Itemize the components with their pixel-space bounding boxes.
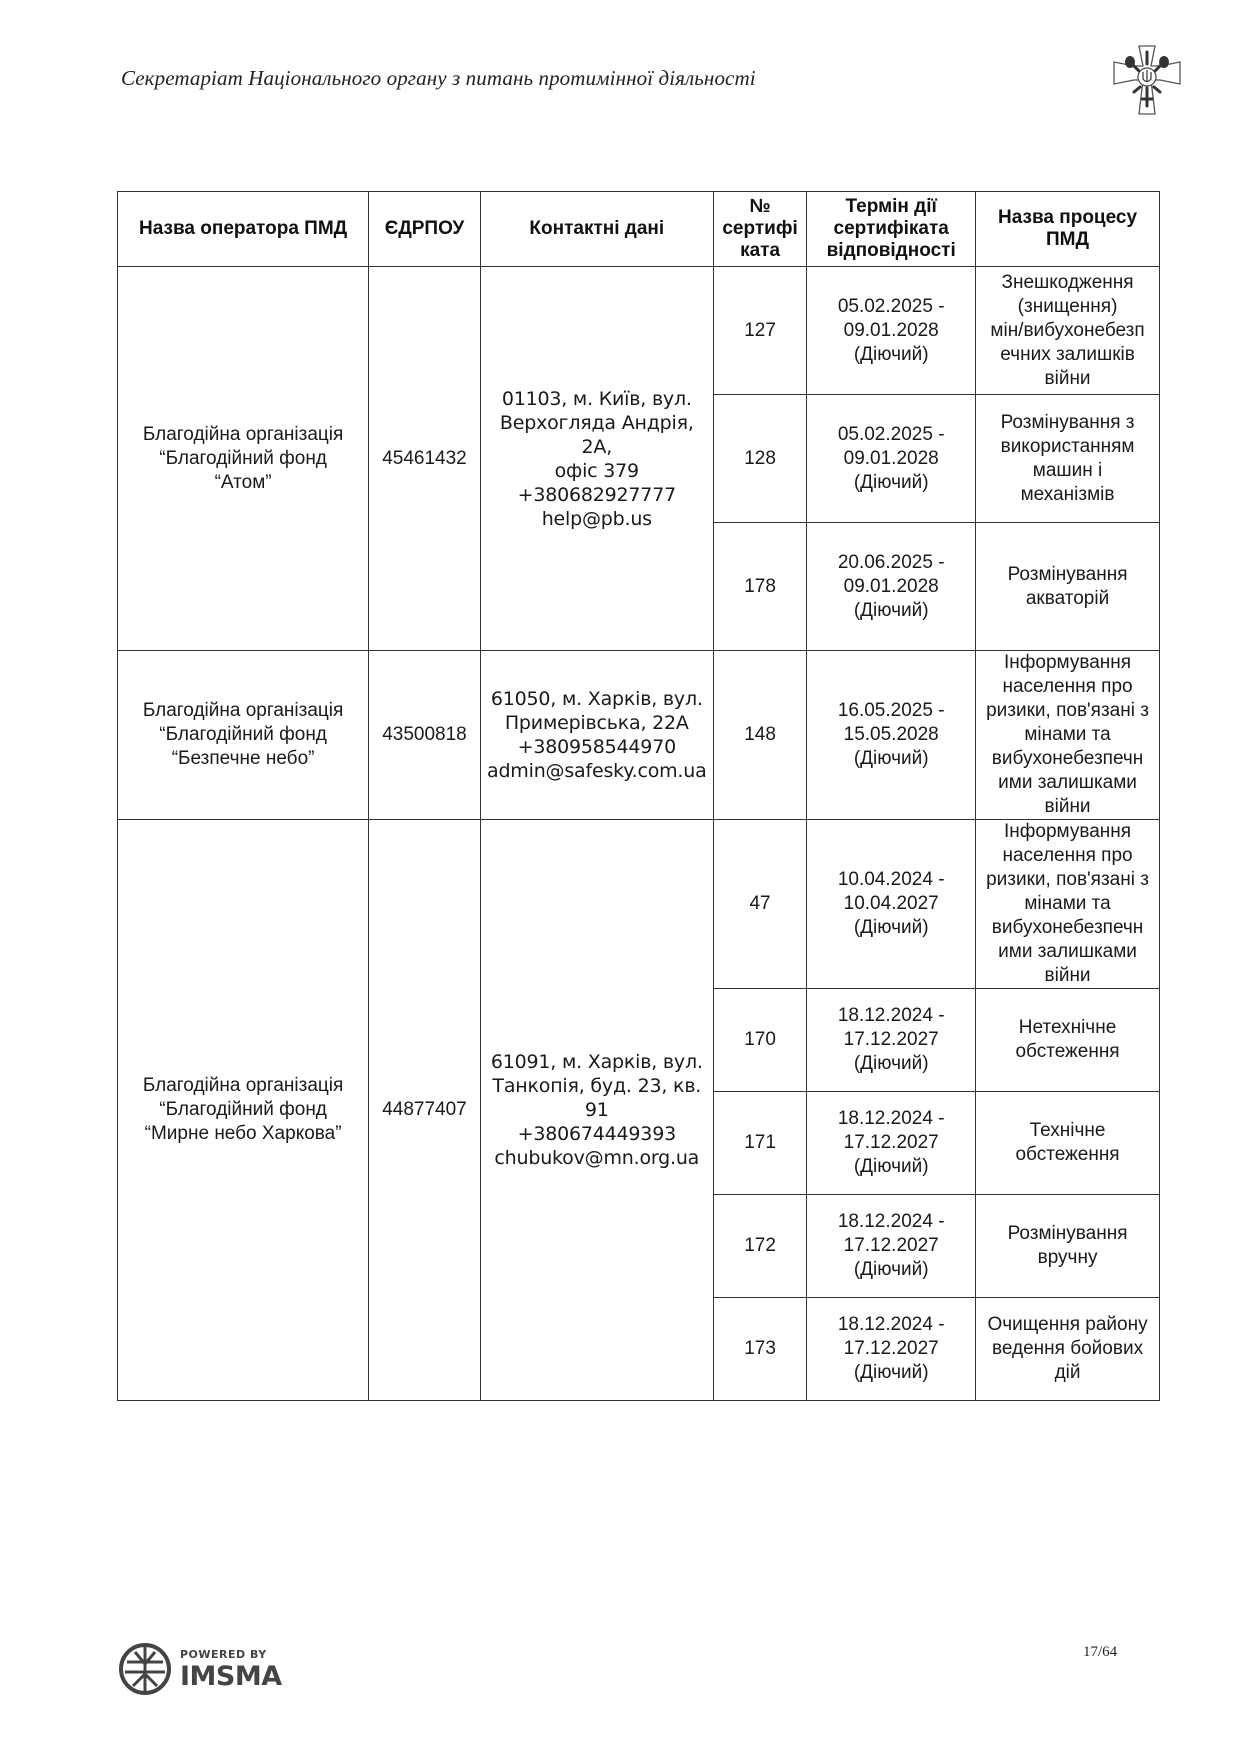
- process-name-cell-line: Розмінування: [1007, 1223, 1128, 1244]
- column-header-edrpou: [369, 192, 481, 267]
- column-header-text: Термін дії: [845, 196, 937, 217]
- process-name-cell: [976, 989, 1160, 1092]
- certificate-term-cell-line: 17.12.2027: [843, 1338, 939, 1359]
- certificate-term-cell-line: 17.12.2027: [843, 1235, 939, 1256]
- process-name-cell-line: Інформування: [1004, 821, 1132, 842]
- certificate-term-cell-line: (Діючий): [853, 471, 929, 493]
- column-header-certificate-term: [807, 192, 976, 267]
- operators-table: [117, 191, 1160, 1401]
- contact-cell: [480, 820, 713, 1401]
- certificate-term-cell-line: 18.12.2024 -: [837, 1005, 945, 1026]
- column-header-text: Назва оператора ПМД: [139, 218, 348, 239]
- certificate-term-cell-line: 09.01.2028: [843, 447, 939, 469]
- column-header-text: №: [749, 196, 771, 217]
- certificate-term-cell-line: 15.05.2028: [843, 724, 939, 745]
- process-name-cell: [976, 523, 1160, 651]
- certificate-term-cell-line: 18.12.2024 -: [837, 1108, 945, 1129]
- operator-name-cell-line: “Безпечне небо”: [171, 748, 315, 769]
- process-name-cell: [976, 651, 1160, 820]
- certificate-number-cell: 172: [713, 1195, 806, 1298]
- certificate-term-cell-line: (Діючий): [853, 1053, 929, 1074]
- column-header-text: відповідності: [826, 240, 956, 261]
- certificate-term-cell-line: (Діючий): [853, 1156, 929, 1177]
- column-header-text: ката: [740, 240, 781, 261]
- column-header-text: Назва процесу: [998, 207, 1138, 228]
- column-header-operator-name: [118, 192, 369, 267]
- certificate-number-cell: 128: [713, 395, 806, 523]
- operator-name-cell-line: “Благодійний фонд: [159, 1099, 327, 1120]
- operator-name-cell-line: “Благодійний фонд: [159, 724, 327, 745]
- certificate-term-cell-line: (Діючий): [853, 1259, 929, 1280]
- contact-cell-line: офіс 379: [554, 459, 639, 482]
- certificate-number-cell: 47: [713, 820, 806, 989]
- operator-name-cell-line: Благодійна організація: [142, 700, 344, 721]
- process-name-cell-line: війни: [1044, 796, 1091, 817]
- globe-icon: [118, 1642, 172, 1696]
- edrpou-cell: 45461432: [369, 267, 481, 651]
- contact-cell-line: +380958544970: [517, 736, 676, 758]
- contact-cell-line: chubukov@mn.org.ua: [494, 1147, 700, 1169]
- process-name-cell-line: вручну: [1037, 1247, 1098, 1268]
- process-name-cell-line: ечних залишків: [1000, 343, 1135, 365]
- column-header-text: сертифіката: [833, 218, 949, 239]
- process-name-cell-line: ризики, пов'язані з: [986, 869, 1149, 890]
- process-name-cell-line: ими залишками: [998, 941, 1137, 962]
- edrpou-cell: 43500818: [369, 651, 481, 820]
- contact-cell: [480, 651, 713, 820]
- contact-cell-line: Танкопія, буд. 23, кв. 91: [492, 1075, 702, 1121]
- ministry-emblem-icon: [1112, 44, 1182, 116]
- certificate-term-cell-line: 10.04.2027: [843, 893, 939, 914]
- contact-cell-line: 01103, м. Київ, вул.: [501, 387, 692, 410]
- table-row: [118, 820, 1160, 989]
- process-name-cell: [976, 1195, 1160, 1298]
- certificate-term-cell-line: 17.12.2027: [843, 1132, 939, 1153]
- column-header-process-name: [976, 192, 1160, 267]
- process-name-cell-line: війни: [1044, 965, 1091, 986]
- certificate-number-cell: 171: [713, 1092, 806, 1195]
- operator-name-cell-line: Благодійна організація: [142, 423, 344, 445]
- process-name-cell-line: акваторій: [1025, 587, 1110, 609]
- certificate-term-cell: [807, 651, 976, 820]
- certificate-number-cell: 127: [713, 267, 806, 395]
- column-header-contact: [480, 192, 713, 267]
- contact-cell-line: +380682927777: [517, 483, 676, 506]
- process-name-cell-line: використанням: [1000, 435, 1135, 457]
- process-name-cell-line: ведення бойових: [992, 1338, 1144, 1359]
- column-header-text: Контактні дані: [529, 218, 665, 239]
- certificate-term-cell-line: 16.05.2025 -: [837, 700, 945, 721]
- edrpou-cell: 44877407: [369, 820, 481, 1401]
- contact-cell-line: 61050, м. Харків, вул.: [490, 688, 703, 710]
- certificate-term-cell-line: 05.02.2025 -: [837, 295, 945, 317]
- process-name-cell-line: населення про: [1002, 845, 1133, 866]
- operator-name-cell-line: Благодійна організація: [142, 1075, 344, 1096]
- certificate-term-cell-line: 09.01.2028: [843, 575, 939, 597]
- process-name-cell-line: населення про: [1002, 676, 1133, 697]
- process-name-cell: [976, 1298, 1160, 1401]
- table-row: [118, 651, 1160, 820]
- process-name-cell-line: (знищення): [1017, 295, 1118, 317]
- column-header-certificate-number: [713, 192, 806, 267]
- column-header-text: сертифі: [722, 218, 798, 239]
- contact-cell-line: help@pb.us: [541, 507, 652, 530]
- certificate-term-cell: [807, 1195, 976, 1298]
- table-row: [118, 267, 1160, 395]
- certificate-term-cell-line: 05.02.2025 -: [837, 423, 945, 445]
- page-number: 17/64: [1083, 1644, 1118, 1660]
- process-name-cell-line: Нетехнічне: [1018, 1017, 1117, 1038]
- certificate-term-cell-line: (Діючий): [853, 1362, 929, 1383]
- process-name-cell-line: механізмів: [1020, 483, 1115, 505]
- contact-cell-line: admin@safesky.com.ua: [487, 760, 707, 782]
- certificate-term-cell: [807, 267, 976, 395]
- contact-cell: [480, 267, 713, 651]
- process-name-cell-line: вибухонебезпечн: [991, 917, 1144, 938]
- operator-name-cell-line: “Атом”: [214, 471, 272, 493]
- process-name-cell: [976, 395, 1160, 523]
- operator-name-cell: [118, 267, 369, 651]
- process-name-cell-line: обстеження: [1015, 1041, 1120, 1062]
- certificate-number-cell: 173: [713, 1298, 806, 1401]
- contact-cell-line: Примерівська, 22А: [504, 712, 689, 734]
- certificate-number-cell: 178: [713, 523, 806, 651]
- process-name-cell-line: ими залишками: [998, 772, 1137, 793]
- process-name-cell-line: Технічне: [1029, 1120, 1106, 1141]
- certificate-term-cell-line: 20.06.2025 -: [837, 551, 945, 573]
- process-name-cell-line: Знешкодження: [1001, 271, 1134, 293]
- process-name-cell-line: Очищення району: [987, 1314, 1148, 1335]
- imsma-logo: [118, 1640, 282, 1698]
- operator-name-cell: [118, 820, 369, 1401]
- certificate-number-cell: 148: [713, 651, 806, 820]
- process-name-cell-line: машин і: [1032, 459, 1103, 481]
- contact-cell-line: Верхогляда Андрія, 2А,: [499, 411, 694, 458]
- certificate-term-cell: [807, 989, 976, 1092]
- process-name-cell: [976, 267, 1160, 395]
- process-name-cell: [976, 820, 1160, 989]
- operator-name-cell: [118, 651, 369, 820]
- certificate-term-cell: [807, 820, 976, 989]
- column-header-text: ЄДРПОУ: [384, 218, 465, 239]
- column-header-text: ПМД: [1046, 229, 1090, 250]
- imsma-brand: IMSMA: [180, 1660, 282, 1692]
- certificate-term-cell: [807, 1092, 976, 1195]
- process-name-cell-line: дій: [1054, 1362, 1081, 1383]
- table-header-row: [118, 192, 1160, 267]
- operator-name-cell-line: “Мирне небо Харкова”: [144, 1123, 342, 1144]
- table-body: [118, 267, 1160, 1401]
- certificate-term-cell: [807, 395, 976, 523]
- certificate-number-cell: 170: [713, 989, 806, 1092]
- certificate-term-cell-line: (Діючий): [853, 748, 929, 769]
- certificate-term-cell-line: 18.12.2024 -: [837, 1211, 945, 1232]
- process-name-cell-line: мінами та: [1024, 893, 1111, 914]
- operator-name-cell-line: “Благодійний фонд: [159, 447, 327, 469]
- certificate-term-cell-line: 18.12.2024 -: [837, 1314, 945, 1335]
- certificate-term-cell-line: (Діючий): [853, 599, 929, 621]
- certificate-term-cell-line: (Діючий): [853, 343, 929, 365]
- certificate-term-cell-line: 09.01.2028: [843, 319, 939, 341]
- certificate-term-cell: [807, 523, 976, 651]
- process-name-cell-line: Розмінування з: [1000, 411, 1135, 433]
- process-name-cell-line: мінами та: [1024, 724, 1111, 745]
- certificate-term-cell-line: 10.04.2024 -: [837, 869, 945, 890]
- powered-by-label: POWERED BY: [180, 1647, 267, 1661]
- contact-cell-line: +380674449393: [517, 1123, 676, 1145]
- process-name-cell-line: війни: [1044, 367, 1091, 389]
- certificate-term-cell: [807, 1298, 976, 1401]
- certificate-term-cell-line: (Діючий): [853, 917, 929, 938]
- process-name-cell-line: Інформування: [1004, 652, 1132, 673]
- process-name-cell: [976, 1092, 1160, 1195]
- contact-cell-line: 61091, м. Харків, вул.: [490, 1051, 703, 1073]
- process-name-cell-line: Розмінування: [1007, 563, 1128, 585]
- certificate-term-cell-line: 17.12.2027: [843, 1029, 939, 1050]
- header-title: Секретаріат Національного органу з питань протимінної діяльності: [121, 66, 756, 90]
- process-name-cell-line: обстеження: [1015, 1144, 1120, 1165]
- process-name-cell-line: ризики, пов'язані з: [986, 700, 1149, 721]
- process-name-cell-line: вибухонебезпечн: [991, 748, 1144, 769]
- process-name-cell-line: мін/вибухонебезп: [990, 319, 1145, 341]
